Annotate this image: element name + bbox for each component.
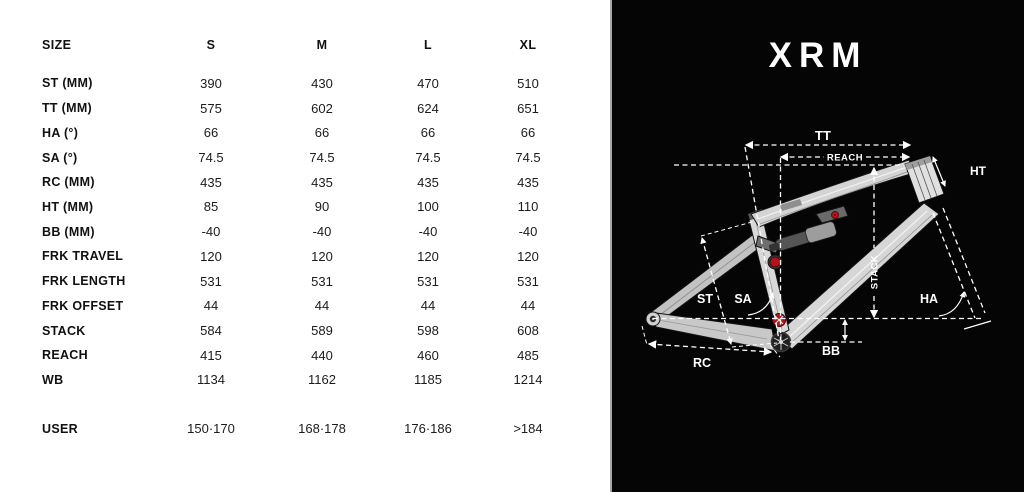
row-value: 44 — [203, 298, 219, 314]
bike-frame-illustration — [646, 156, 944, 352]
row-value: 44 — [314, 298, 330, 314]
row-value: 44 — [520, 298, 536, 314]
table-row — [42, 219, 584, 244]
row-value: 624 — [417, 100, 439, 116]
dim-label-ha: HA — [919, 292, 939, 306]
table-row — [42, 269, 584, 294]
row-label: FRK TRAVEL — [42, 249, 124, 264]
row-value: 66 — [420, 125, 436, 141]
header-size: SIZE — [42, 38, 72, 52]
header-col-l: L — [423, 38, 433, 52]
dim-label-st: ST — [697, 292, 713, 306]
row-value: >184 — [513, 421, 543, 437]
row-value: 531 — [517, 273, 539, 289]
row-value: 66 — [314, 125, 330, 141]
row-value: 470 — [417, 75, 439, 91]
table-row — [42, 293, 584, 318]
dim-label-sa: SA — [734, 292, 752, 306]
header-col-m: M — [316, 38, 328, 52]
row-label: ST (MM) — [42, 76, 93, 91]
row-label: HT (MM) — [42, 199, 94, 214]
row-value: 120 — [417, 248, 439, 264]
table-body — [42, 71, 584, 441]
ha-axis-line — [933, 213, 975, 318]
row-value: 602 — [311, 100, 333, 116]
dim-label-ht: HT — [970, 164, 986, 178]
row-value: 435 — [200, 174, 222, 190]
row-value: 1214 — [513, 372, 543, 388]
row-label: FRK OFFSET — [42, 298, 124, 313]
row-value: 415 — [200, 347, 222, 363]
dim-label-stack: STACK — [869, 254, 881, 290]
row-label: SA (°) — [42, 150, 78, 165]
row-value: -40 — [518, 224, 538, 240]
row-label: BB (MM) — [42, 224, 95, 239]
row-value: 531 — [311, 273, 333, 289]
table-row — [42, 416, 584, 441]
row-value: 440 — [311, 347, 333, 363]
row-value: 460 — [417, 347, 439, 363]
row-value: 74.5 — [415, 150, 441, 166]
pivot-red-mid — [770, 257, 780, 267]
header-col-s: S — [206, 38, 216, 52]
row-value: 435 — [311, 174, 333, 190]
bike-geometry-diagram — [612, 0, 1024, 492]
row-value: 1134 — [197, 372, 225, 388]
dim-label-rc: RC — [692, 356, 712, 370]
row-value: 176·186 — [404, 421, 452, 437]
row-value: 651 — [517, 100, 539, 116]
row-label: RC (MM) — [42, 175, 95, 190]
table-row — [42, 120, 584, 145]
row-value: 589 — [311, 323, 333, 339]
row-value: 598 — [417, 323, 439, 339]
row-value: 74.5 — [198, 150, 224, 166]
row-value: 66 — [203, 125, 219, 141]
table-row — [42, 195, 584, 220]
row-label: REACH — [42, 348, 88, 363]
row-value: 90 — [314, 199, 330, 215]
row-value: 435 — [417, 174, 439, 190]
row-value: 531 — [200, 273, 222, 289]
row-label: HA (°) — [42, 125, 79, 140]
row-value: 1185 — [414, 372, 442, 388]
row-value: 100 — [417, 199, 439, 215]
row-label: WB — [42, 372, 64, 387]
row-value: 485 — [517, 347, 539, 363]
row-value: 435 — [517, 174, 539, 190]
table-row — [42, 145, 584, 170]
row-value: 120 — [200, 248, 222, 264]
row-value: 74.5 — [515, 150, 541, 166]
row-value: 584 — [200, 323, 222, 339]
row-value: 531 — [417, 273, 439, 289]
row-value: 120 — [311, 248, 333, 264]
row-value: 168·178 — [298, 421, 346, 437]
table-row — [42, 318, 584, 343]
table-row — [42, 170, 584, 195]
row-value: -40 — [201, 224, 221, 240]
geometry-table — [42, 35, 584, 441]
dim-label-tt: TT — [815, 128, 831, 143]
ha-angle-arc — [939, 292, 964, 316]
dim-label-bb: BB — [821, 344, 841, 358]
table-row — [42, 343, 584, 368]
row-label: TT (MM) — [42, 101, 92, 116]
row-value: -40 — [312, 224, 332, 240]
row-label: USER — [42, 421, 78, 436]
row-value: 44 — [420, 298, 436, 314]
row-value: 430 — [311, 75, 333, 91]
model-title: XRM — [768, 36, 868, 75]
row-label: STACK — [42, 323, 86, 338]
geometry-panel — [612, 0, 1024, 492]
row-value: 575 — [200, 100, 222, 116]
table-row — [42, 71, 584, 96]
row-value: 110 — [517, 199, 539, 215]
row-label: FRK LENGTH — [42, 274, 126, 289]
row-value: 120 — [517, 248, 539, 264]
row-value: 1162 — [308, 372, 336, 388]
row-value: 510 — [517, 75, 539, 91]
row-value: 390 — [200, 75, 222, 91]
rear-shock — [767, 221, 837, 255]
row-value: 150·170 — [187, 421, 235, 437]
table-header — [42, 35, 584, 55]
row-value: 608 — [517, 323, 539, 339]
row-value: -40 — [418, 224, 438, 240]
table-row — [42, 368, 584, 393]
dim-label-reach: REACH — [826, 152, 864, 164]
row-value: 74.5 — [309, 150, 335, 166]
table-row — [42, 244, 584, 269]
table-row — [42, 96, 584, 121]
header-col-xl: XL — [519, 38, 537, 52]
row-value: 85 — [203, 199, 219, 215]
row-value: 66 — [520, 125, 536, 141]
